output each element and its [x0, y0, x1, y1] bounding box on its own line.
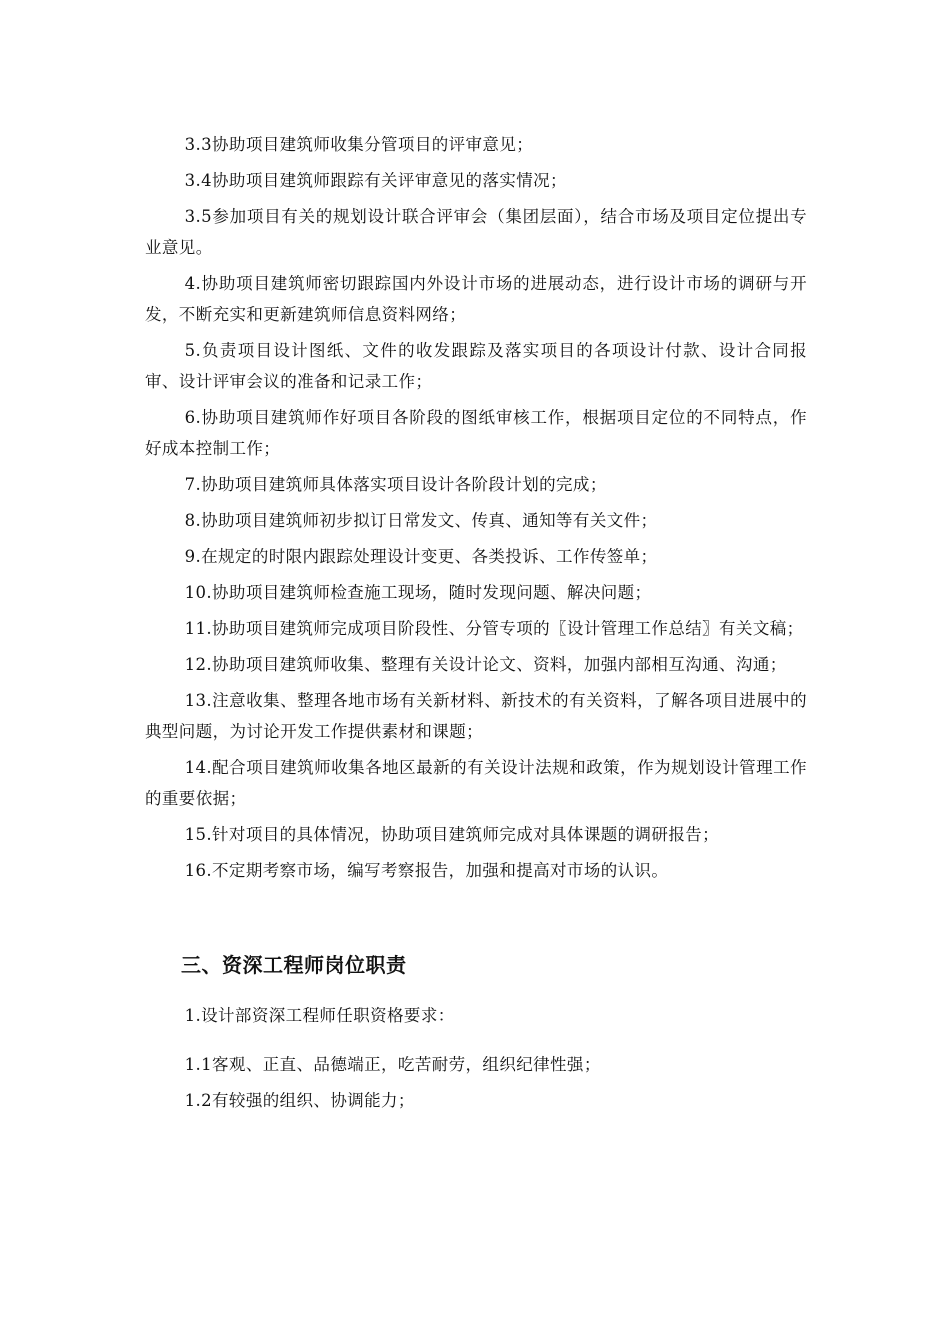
paragraph-6: 6.协助项目建筑师作好项目各阶段的图纸审核工作，根据项目定位的不同特点，作好成本控制工作； [145, 408, 807, 458]
paragraph-11: 11.协助项目建筑师完成项目阶段性、分管专项的〖设计管理工作总结〗有关文稿； [184, 619, 804, 638]
paragraph-req-1: 1.设计部资深工程师任职资格要求： [184, 1006, 455, 1025]
paragraph-7: 7.协助项目建筑师具体落实项目设计各阶段计划的完成； [184, 475, 607, 494]
paragraph-16: 16.不定期考察市场，编写考察报告，加强和提高对市场的认识。 [184, 861, 669, 880]
paragraph-5: 5.负责项目设计图纸、文件的收发跟踪及落实项目的各项设计付款、设计合同报审、设计评审会议的准备和记录工作； [145, 341, 807, 391]
paragraph-3-3: 3.3协助项目建筑师收集分管项目的评审意见； [184, 135, 534, 154]
paragraph-10: 10.协助项目建筑师检查施工现场，随时发现问题、解决问题； [184, 583, 652, 602]
paragraph-14: 14.配合项目建筑师收集各地区最新的有关设计法规和政策，作为规划设计管理工作的重要依据； [145, 758, 807, 808]
paragraph-req-1-2: 1.2有较强的组织、协调能力； [184, 1091, 415, 1110]
document-page [145, 129, 807, 1121]
section-heading: 三、资深工程师岗位职责 [181, 953, 407, 977]
paragraph-12: 12.协助项目建筑师收集、整理有关设计论文、资料，加强内部相互沟通、沟通； [184, 655, 787, 674]
paragraph-9: 9.在规定的时限内跟踪处理设计变更、各类投诉、工作传签单； [184, 547, 658, 566]
paragraph-15: 15.针对项目的具体情况，协助项目建筑师完成对具体课题的调研报告； [184, 825, 720, 844]
paragraph-8: 8.协助项目建筑师初步拟订日常发文、传真、通知等有关文件； [184, 511, 658, 530]
paragraph-3-4: 3.4协助项目建筑师跟踪有关评审意见的落实情况； [184, 171, 567, 190]
paragraph-13: 13.注意收集、整理各地市场有关新材料、新技术的有关资料，了解各项目进展中的典型问题，为讨论开发工作提供素材和课题； [145, 691, 807, 741]
paragraph-4: 4.协助项目建筑师密切跟踪国内外设计市场的进展动态，进行设计市场的调研与开发，不断充实和更新建筑师信息资料网络； [145, 274, 807, 324]
paragraph-req-1-1: 1.1客观、正直、品德端正，吃苦耐劳，组织纪律性强； [184, 1055, 601, 1074]
paragraph-3-5: 3.5参加项目有关的规划设计联合评审会（集团层面），结合市场及项目定位提出专业意见。 [145, 207, 807, 257]
